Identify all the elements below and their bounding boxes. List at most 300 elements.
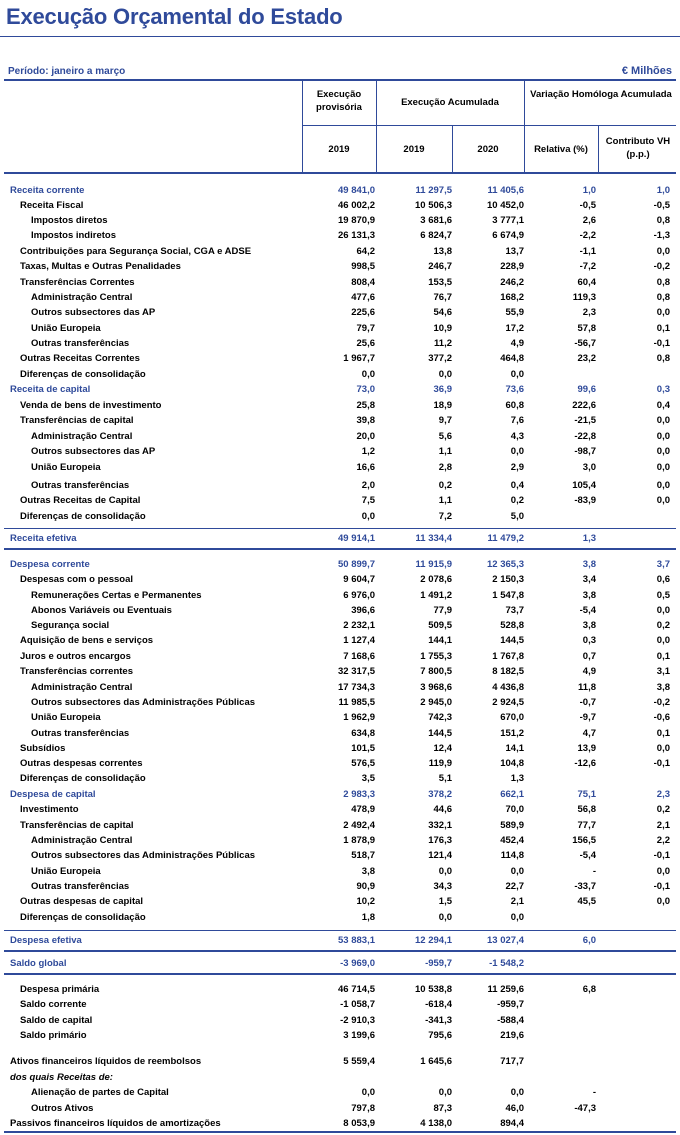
row-value-col2: 894,4	[500, 1118, 524, 1129]
row-value-col2: 13 027,4	[487, 935, 524, 946]
row-value-col1: 7,2	[438, 511, 452, 522]
row-value-col3: -0,7	[579, 697, 596, 708]
table-row	[4, 696, 676, 711]
row-value-col3: 105,4	[572, 480, 596, 491]
row-value-col3: -98,7	[574, 446, 596, 457]
row-value-col2: 4,3	[510, 431, 524, 442]
header-sep-5	[598, 126, 599, 172]
row-value-col4: 2,2	[656, 835, 670, 846]
header-sep-2	[376, 81, 377, 172]
row-value-col4: 0,0	[656, 462, 670, 473]
header-year-2019: 2019	[403, 144, 425, 155]
table-row	[4, 383, 676, 398]
row-label: União Europeia	[31, 712, 101, 723]
row-value-col0: 6 976,0	[343, 590, 375, 601]
row-value-col4: 0,6	[656, 574, 670, 585]
row-value-col4: 0,1	[656, 323, 670, 334]
row-value-col3: 3,0	[582, 462, 596, 473]
row-value-col1: 5,1	[438, 773, 452, 784]
table-row	[4, 479, 676, 494]
row-value-col3: 11,8	[578, 682, 596, 693]
row-value-col2: 114,8	[500, 850, 524, 861]
row-value-col0: 50 899,7	[338, 559, 375, 570]
table-row	[4, 788, 676, 803]
row-value-col3: -5,4	[579, 850, 596, 861]
row-value-col4: 0,2	[656, 620, 670, 631]
rule-after-saldo-global	[4, 973, 676, 975]
row-value-col3: -	[592, 1087, 596, 1098]
row-value-col3: -1,1	[579, 246, 596, 257]
row-label: dos quais Receitas de:	[10, 1072, 113, 1083]
row-value-col2: 662,1	[500, 789, 524, 800]
row-value-col2: 1 767,8	[492, 651, 524, 662]
row-value-col0: 3,8	[361, 866, 375, 877]
row-value-col1: 121,4	[428, 850, 452, 861]
row-value-col0: 25,6	[356, 338, 375, 349]
row-value-col4: -0,1	[653, 850, 670, 861]
table-row	[4, 430, 676, 445]
header-mid-rule	[302, 125, 676, 126]
row-label: Saldo primário	[20, 1030, 87, 1041]
rule-before-despesa-efetiva	[4, 930, 676, 931]
row-value-col0: 10,2	[356, 896, 375, 907]
table-row	[4, 214, 676, 229]
row-label: Outras transferências	[31, 338, 130, 349]
row-value-col0: 808,4	[351, 277, 375, 288]
row-label: Remunerações Certas e Permanentes	[31, 590, 202, 601]
row-value-col2: 1,3	[510, 773, 524, 784]
header-contributo: Contributo VH (p.p.)	[605, 136, 671, 160]
row-value-col4: 0,0	[656, 896, 670, 907]
row-value-col2: 670,0	[500, 712, 524, 723]
row-value-col2: 12 365,3	[487, 559, 524, 570]
row-label: Abonos Variáveis ou Eventuais	[31, 605, 172, 616]
table-row	[4, 681, 676, 696]
row-value-col0: 7 168,6	[343, 651, 375, 662]
row-value-col2: 14,1	[505, 743, 524, 754]
row-value-col2: 55,9	[505, 307, 524, 318]
row-label: Outros Ativos	[31, 1103, 94, 1114]
table-row	[4, 291, 676, 306]
header-bottom-rule	[4, 172, 676, 174]
row-value-col1: 246,7	[428, 261, 452, 272]
row-label: Transferências de capital	[20, 415, 134, 426]
row-value-col3: 222,6	[572, 400, 596, 411]
row-label: Transferências correntes	[20, 666, 134, 677]
row-value-col4: 0,0	[656, 480, 670, 491]
row-value-col1: 1 755,3	[420, 651, 452, 662]
row-label: Administração Central	[31, 431, 133, 442]
row-value-col3: 3,8	[582, 559, 596, 570]
row-value-col2: 2 924,5	[492, 697, 524, 708]
row-value-col0: 0,0	[361, 511, 375, 522]
row-value-col0: 9 604,7	[343, 574, 375, 585]
row-value-col1: 11 297,5	[415, 185, 452, 196]
header-execucao-acumulada: Execução Acumulada	[401, 97, 499, 108]
row-value-col1: 144,5	[428, 728, 452, 739]
row-label: Outros subsectores das Administrações Públicas	[31, 697, 256, 708]
row-label: Receita corrente	[10, 185, 85, 196]
row-value-col0: -1 058,7	[340, 999, 375, 1010]
row-value-col0: 1 127,4	[343, 635, 375, 646]
row-value-col4: 2,3	[656, 789, 670, 800]
row-label: Despesa efetiva	[10, 935, 82, 946]
row-value-col2: 6 674,9	[492, 230, 524, 241]
row-value-col0: 2,0	[361, 480, 375, 491]
unit-label: € Milhões	[621, 65, 672, 77]
row-label: Outros subsectores das AP	[31, 446, 156, 457]
row-value-col4: -0,1	[653, 881, 670, 892]
table-row	[4, 445, 676, 460]
row-value-col2: 7,6	[510, 415, 524, 426]
row-value-col3: 0,7	[582, 651, 596, 662]
row-value-col0: 20,0	[356, 431, 375, 442]
rule-after-despesa-efetiva	[4, 950, 676, 952]
table-row	[4, 558, 676, 573]
table-row	[4, 306, 676, 321]
row-value-col2: 8 182,5	[492, 666, 524, 677]
row-label: Administração Central	[31, 292, 133, 303]
row-value-col0: 64,2	[356, 246, 375, 257]
row-value-col3: 13,9	[577, 743, 596, 754]
row-value-col2: 11 479,2	[487, 533, 524, 544]
row-value-col3: 156,5	[572, 835, 596, 846]
row-value-col1: -618,4	[425, 999, 452, 1010]
row-value-col1: 0,0	[438, 1087, 452, 1098]
table-row	[4, 260, 676, 275]
row-label: Outras transferências	[31, 728, 130, 739]
row-value-col3: -	[592, 866, 596, 877]
row-label: Impostos diretos	[31, 215, 108, 226]
row-value-col1: 10 538,8	[415, 984, 452, 995]
row-value-col0: 19 870,9	[338, 215, 375, 226]
row-label: Receita efetiva	[10, 533, 77, 544]
table-row	[4, 337, 676, 352]
row-value-col4: 0,3	[656, 384, 670, 395]
row-label: Impostos indiretos	[31, 230, 116, 241]
row-value-col2: 13,7	[505, 246, 524, 257]
table-row	[4, 1102, 676, 1117]
row-value-col2: 73,7	[505, 605, 524, 616]
row-value-col4: -0,2	[653, 697, 670, 708]
row-value-col0: 634,8	[351, 728, 375, 739]
row-value-col0: 0,0	[361, 1087, 375, 1098]
header-sep-3	[452, 126, 453, 172]
row-value-col1: 0,0	[438, 912, 452, 923]
row-value-col2: 0,0	[510, 1087, 524, 1098]
row-value-col0: 2 232,1	[343, 620, 375, 631]
row-label: Administração Central	[31, 835, 133, 846]
row-value-col3: 6,0	[582, 935, 596, 946]
row-value-col0: 39,8	[356, 415, 375, 426]
row-value-col4: 0,0	[656, 415, 670, 426]
header-year-2019-prov: 2019	[328, 144, 350, 155]
row-value-col1: 4 138,0	[420, 1118, 452, 1129]
row-value-col1: 3 968,6	[420, 682, 452, 693]
row-value-col2: 452,4	[500, 835, 524, 846]
row-value-col2: 464,8	[500, 353, 524, 364]
row-value-col1: 1,1	[438, 495, 452, 506]
row-value-col1: 12 294,1	[415, 935, 452, 946]
row-value-col1: 11,2	[434, 338, 452, 349]
row-value-col1: 1 491,2	[420, 590, 452, 601]
row-value-col1: 9,7	[438, 415, 452, 426]
row-value-col2: 0,4	[510, 480, 524, 491]
row-value-col3: 57,8	[577, 323, 596, 334]
row-value-col2: 2 150,3	[492, 574, 524, 585]
row-value-col2: 0,0	[510, 446, 524, 457]
row-value-col2: 60,8	[505, 400, 524, 411]
row-value-col0: 3,5	[361, 773, 375, 784]
table-row	[4, 229, 676, 244]
table-row	[4, 573, 676, 588]
row-value-col0: 2 492,4	[343, 820, 375, 831]
row-label: Saldo global	[10, 958, 67, 969]
row-label: Ativos financeiros líquidos de reembolsos	[10, 1056, 202, 1067]
table-row	[4, 1086, 676, 1101]
row-value-col1: -341,3	[425, 1015, 452, 1026]
row-label: Outros subsectores das AP	[31, 307, 156, 318]
row-value-col0: 396,6	[351, 605, 375, 616]
table-row	[4, 819, 676, 834]
row-value-col1: 77,9	[433, 605, 452, 616]
row-value-col4: 3,7	[656, 559, 670, 570]
row-value-col1: 13,8	[433, 246, 452, 257]
row-value-col0: 1,2	[361, 446, 375, 457]
row-value-col1: 12,4	[433, 743, 452, 754]
table-row	[4, 1071, 676, 1086]
row-value-col3: -5,4	[579, 605, 596, 616]
row-value-col0: 3 199,6	[343, 1030, 375, 1041]
row-value-col1: 5,6	[438, 431, 452, 442]
row-value-col2: 11 259,6	[487, 984, 524, 995]
row-value-col1: 1,1	[438, 446, 452, 457]
row-value-col3: 23,2	[577, 353, 596, 364]
row-value-col2: 144,5	[500, 635, 524, 646]
row-value-col2: 70,0	[505, 804, 524, 815]
title-divider	[0, 36, 680, 37]
row-value-col0: 478,9	[351, 804, 375, 815]
row-label: Outras despesas correntes	[20, 758, 143, 769]
row-label: União Europeia	[31, 462, 101, 473]
row-value-col2: 1 547,8	[492, 590, 524, 601]
row-value-col0: 53 883,1	[338, 935, 375, 946]
row-value-col3: 3,4	[582, 574, 596, 585]
table-row	[4, 634, 676, 649]
row-value-col2: -959,7	[497, 999, 524, 1010]
table-row	[4, 772, 676, 787]
row-value-col0: 16,6	[356, 462, 375, 473]
row-value-col1: 119,9	[428, 758, 452, 769]
row-value-col0: 477,6	[351, 292, 375, 303]
rule-after-receita-efetiva	[4, 548, 676, 550]
row-label: Outras despesas de capital	[20, 896, 144, 907]
row-value-col1: 44,6	[433, 804, 452, 815]
row-value-col0: 0,0	[361, 369, 375, 380]
table-row	[4, 1029, 676, 1044]
row-value-col3: -47,3	[574, 1103, 596, 1114]
row-value-col0: 8 053,9	[343, 1118, 375, 1129]
row-value-col3: 0,3	[582, 635, 596, 646]
row-value-col4: 0,0	[656, 635, 670, 646]
table-row	[4, 414, 676, 429]
row-value-col4: 0,0	[656, 605, 670, 616]
row-value-col3: 3,8	[582, 590, 596, 601]
row-label: Transferências de capital	[20, 820, 134, 831]
row-value-col1: 10 506,3	[415, 200, 452, 211]
row-value-col1: 0,0	[438, 866, 452, 877]
row-value-col4: -0,1	[653, 758, 670, 769]
row-value-col3: 119,3	[572, 292, 596, 303]
row-value-col3: 4,7	[582, 728, 596, 739]
row-label: Saldo corrente	[20, 999, 87, 1010]
table-row	[4, 1117, 676, 1132]
table-row	[4, 998, 676, 1013]
row-value-col2: 3 777,1	[492, 215, 524, 226]
row-value-col4: 0,8	[656, 292, 670, 303]
row-value-col0: 797,8	[351, 1103, 375, 1114]
row-value-col3: 60,4	[577, 277, 596, 288]
table-row	[4, 849, 676, 864]
row-value-col0: 11 985,5	[338, 697, 375, 708]
row-label: Subsídios	[20, 743, 66, 754]
row-value-col2: 589,9	[500, 820, 524, 831]
row-value-col4: 0,0	[656, 446, 670, 457]
row-value-col4: 0,0	[656, 743, 670, 754]
row-value-col4: 0,4	[656, 400, 670, 411]
table-row	[4, 276, 676, 291]
row-value-col2: 228,9	[500, 261, 524, 272]
row-value-col1: 144,1	[428, 635, 452, 646]
row-value-col3: 3,8	[582, 620, 596, 631]
row-value-col0: 101,5	[351, 743, 375, 754]
row-label: Investimento	[20, 804, 79, 815]
table-row	[4, 494, 676, 509]
row-label: Outras Receitas de Capital	[20, 495, 141, 506]
table-row	[4, 742, 676, 757]
row-value-col2: -588,4	[497, 1015, 524, 1026]
row-value-col2: 246,2	[500, 277, 524, 288]
row-label: Diferenças de consolidação	[20, 912, 146, 923]
row-value-col2: 2,1	[510, 896, 524, 907]
row-value-col0: 2 983,3	[343, 789, 375, 800]
row-label: Diferenças de consolidação	[20, 773, 146, 784]
row-value-col1: 11 915,9	[415, 559, 452, 570]
row-value-col0: 79,7	[356, 323, 375, 334]
row-value-col2: 0,0	[510, 866, 524, 877]
header-sep-4	[524, 81, 525, 172]
row-value-col4: -0,2	[653, 261, 670, 272]
row-value-col0: 32 317,5	[338, 666, 375, 677]
table-row	[4, 711, 676, 726]
row-value-col4: 1,0	[656, 185, 670, 196]
row-value-col1: 795,6	[428, 1030, 452, 1041]
row-value-col2: 46,0	[505, 1103, 524, 1114]
row-value-col4: 0,0	[656, 246, 670, 257]
row-value-col1: 54,6	[433, 307, 452, 318]
row-value-col3: -7,2	[579, 261, 596, 272]
table-row	[4, 184, 676, 199]
table-row	[4, 352, 676, 367]
row-value-col2: 11 405,6	[487, 185, 524, 196]
row-value-col3: -12,6	[574, 758, 596, 769]
row-value-col2: 104,8	[500, 758, 524, 769]
row-value-col2: 0,2	[510, 495, 524, 506]
row-value-col0: 90,9	[356, 881, 375, 892]
row-value-col1: -959,7	[425, 958, 452, 969]
row-value-col1: 0,2	[438, 480, 452, 491]
row-label: Transferências Correntes	[20, 277, 135, 288]
row-value-col2: 219,6	[500, 1030, 524, 1041]
row-value-col0: 1 962,9	[343, 712, 375, 723]
row-value-col1: 6 824,7	[420, 230, 452, 241]
row-value-col1: 1 645,6	[420, 1056, 452, 1067]
row-value-col3: -83,9	[574, 495, 596, 506]
row-value-col3: -21,5	[574, 415, 596, 426]
row-label: Outras transferências	[31, 480, 130, 491]
row-label: Contribuições para Segurança Social, CGA e ADSE	[20, 246, 252, 257]
row-value-col2: 0,0	[510, 369, 524, 380]
row-value-col1: 176,3	[428, 835, 452, 846]
row-value-col1: 1,5	[438, 896, 452, 907]
row-value-col0: 26 131,3	[338, 230, 375, 241]
row-value-col1: 3 681,6	[420, 215, 452, 226]
row-value-col0: 73,0	[356, 384, 375, 395]
row-value-col1: 2,8	[438, 462, 452, 473]
row-value-col3: 4,9	[582, 666, 596, 677]
row-value-col4: 0,8	[656, 277, 670, 288]
row-value-col4: -0,5	[653, 200, 670, 211]
row-value-col4: 3,1	[656, 666, 670, 677]
row-label: Receita de capital	[10, 384, 91, 395]
row-value-col1: 378,2	[428, 789, 452, 800]
row-value-col0: 46 002,2	[338, 200, 375, 211]
row-label: Despesa primária	[20, 984, 100, 995]
row-value-col3: 45,5	[577, 896, 596, 907]
row-label: Alienação de partes de Capital	[31, 1087, 169, 1098]
row-value-col0: -2 910,3	[340, 1015, 375, 1026]
row-value-col0: 5 559,4	[343, 1056, 375, 1067]
row-label: Saldo de capital	[20, 1015, 93, 1026]
table-row	[4, 934, 676, 949]
row-value-col1: 509,5	[428, 620, 452, 631]
row-value-col0: 225,6	[351, 307, 375, 318]
row-value-col2: 151,2	[500, 728, 524, 739]
table-row	[4, 245, 676, 260]
row-value-col2: 10 452,0	[487, 200, 524, 211]
row-value-col1: 18,9	[433, 400, 452, 411]
row-value-col4: 0,0	[656, 495, 670, 506]
table-row	[4, 650, 676, 665]
row-value-col3: -9,7	[579, 712, 596, 723]
table-row	[4, 322, 676, 337]
row-value-col2: 5,0	[510, 511, 524, 522]
row-value-col1: 7 800,5	[420, 666, 452, 677]
row-value-col0: 46 714,5	[338, 984, 375, 995]
row-value-col4: 0,1	[656, 728, 670, 739]
table-row	[4, 461, 676, 476]
header-variacao-homologa: Variação Homóloga Acumulada	[530, 89, 672, 100]
row-value-col1: 332,1	[428, 820, 452, 831]
row-value-col2: 528,8	[500, 620, 524, 631]
row-value-col3: -22,8	[574, 431, 596, 442]
row-value-col2: 0,0	[510, 912, 524, 923]
row-value-col3: -2,2	[579, 230, 596, 241]
row-value-col2: 4,9	[510, 338, 524, 349]
table-row	[4, 604, 676, 619]
row-value-col1: 76,7	[433, 292, 452, 303]
row-label: Despesa de capital	[10, 789, 96, 800]
